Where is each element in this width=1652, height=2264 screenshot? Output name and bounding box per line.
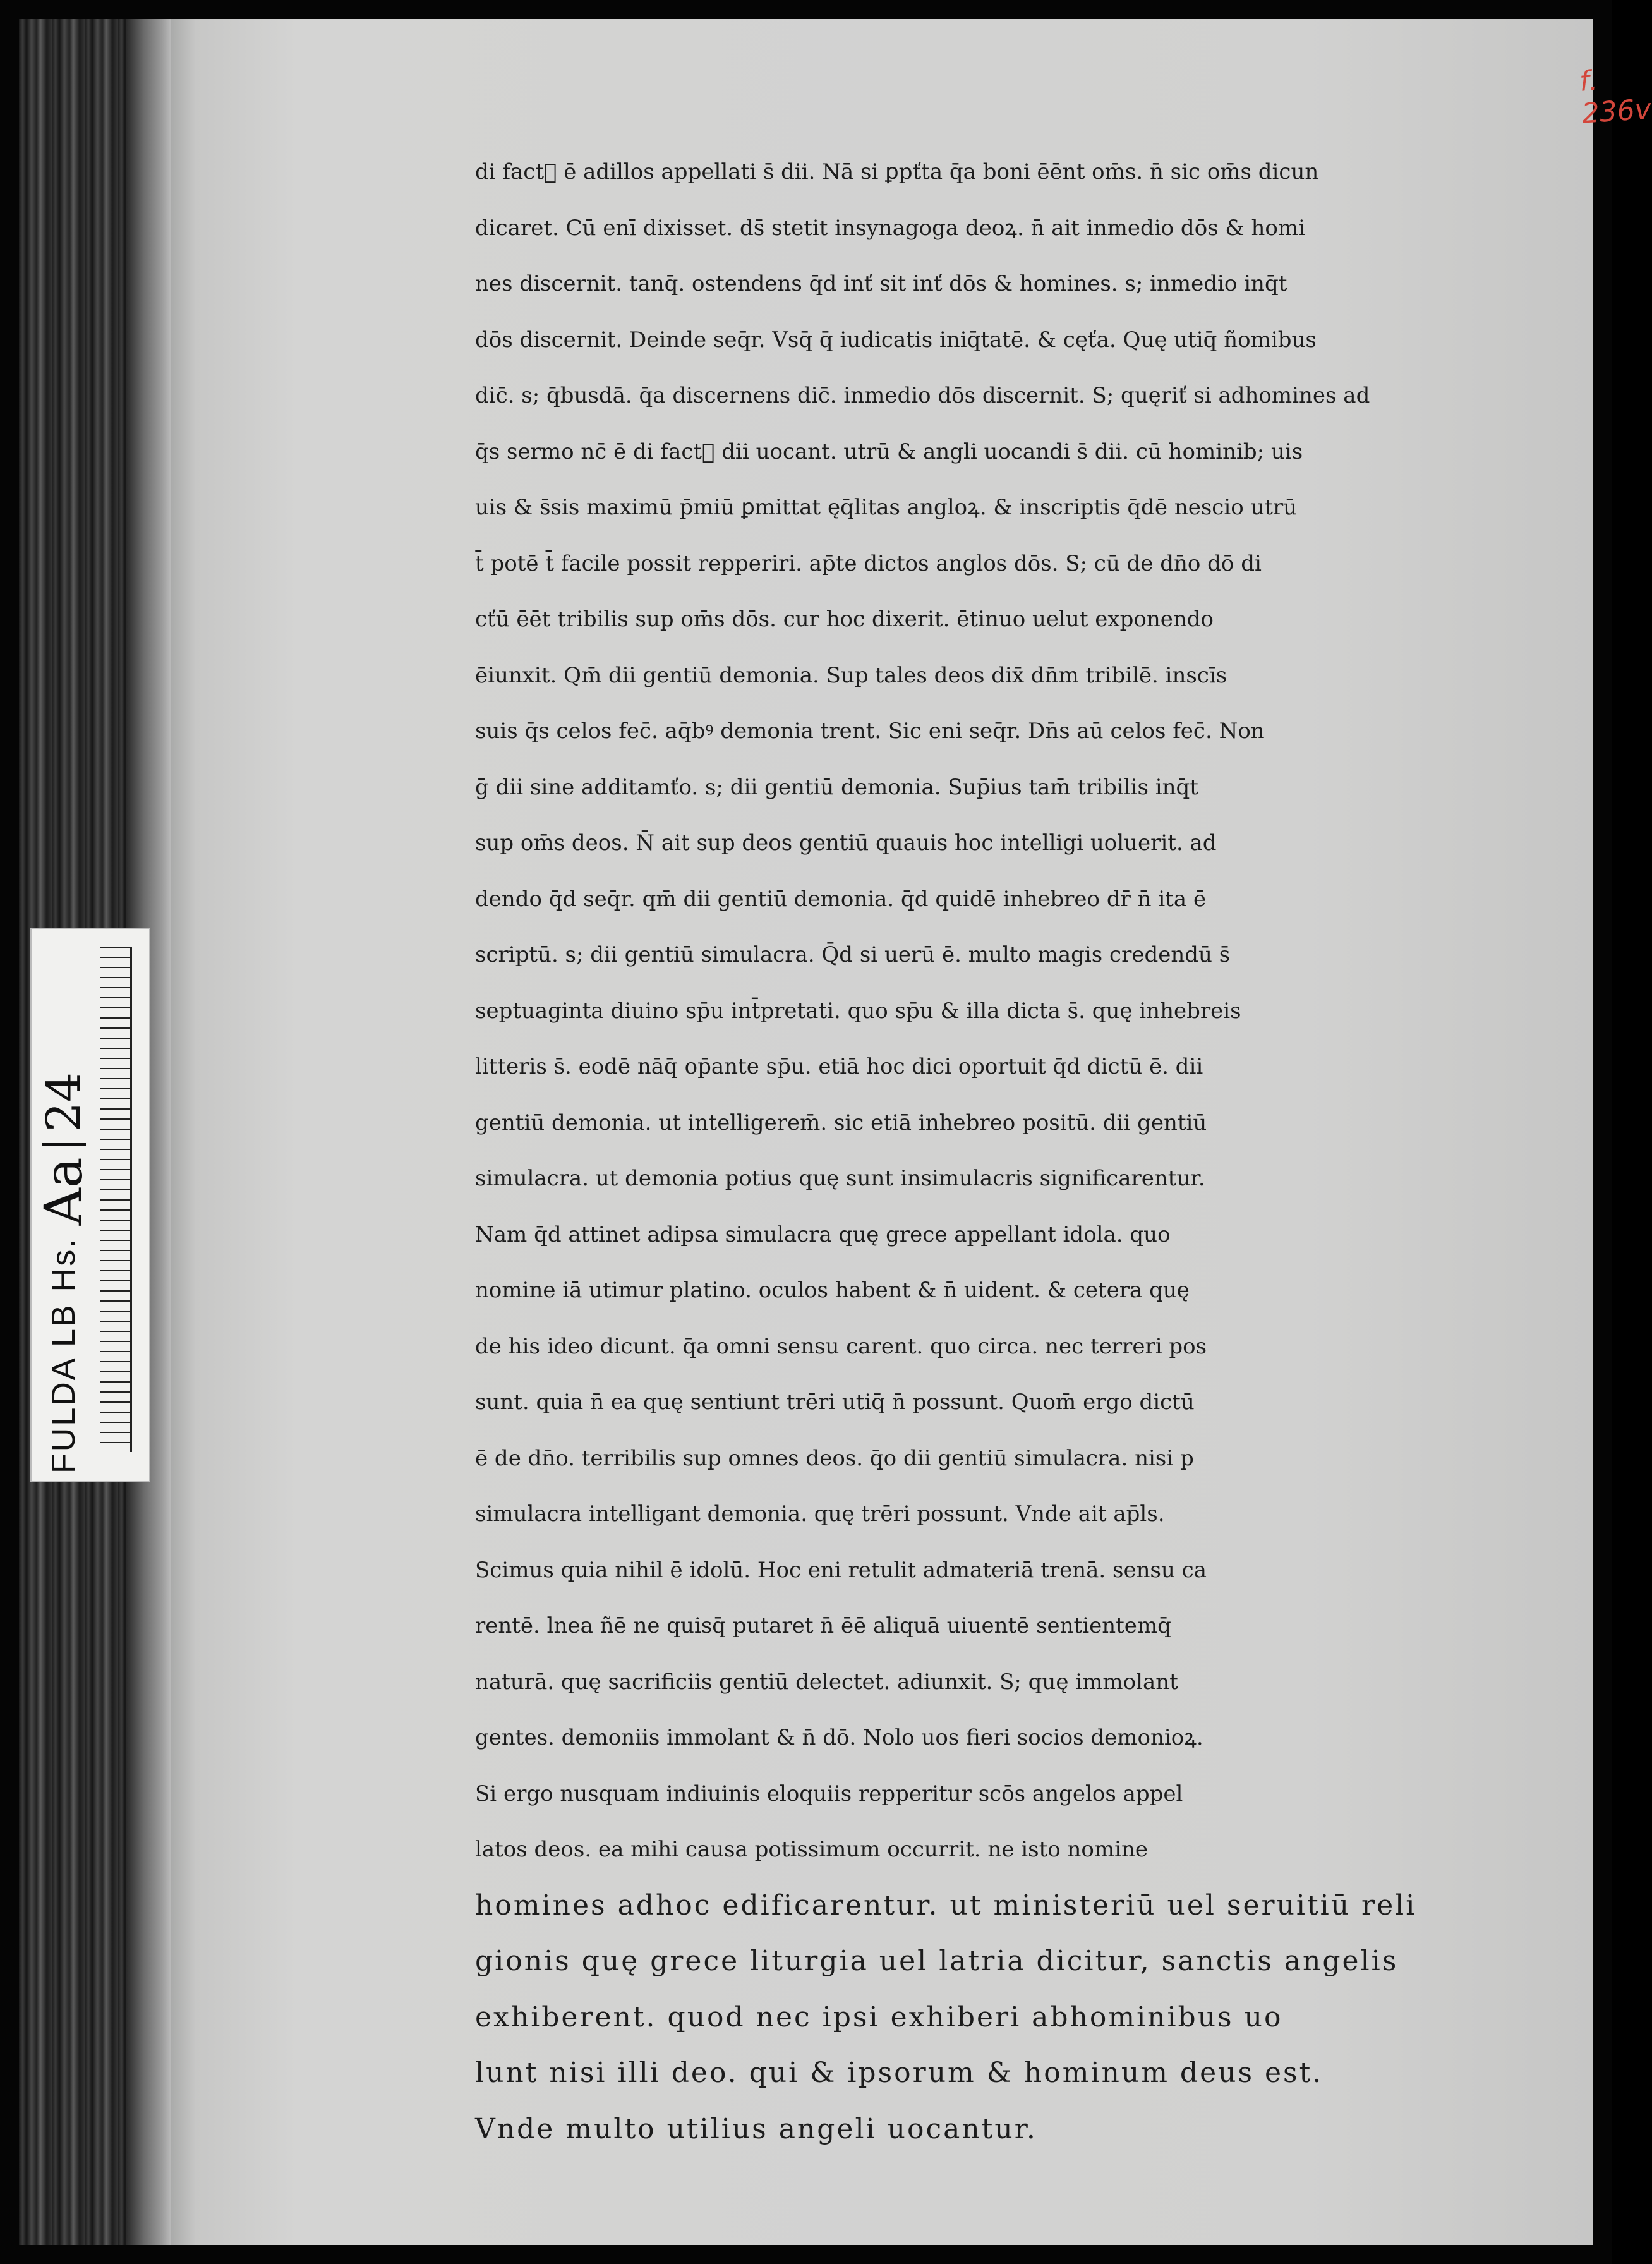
library-label-ruler bbox=[30, 928, 150, 1482]
text-line: gentiū demonia. ut intelligerem̄. sic etiā inhebreo positū. dii gentiū bbox=[475, 1110, 1207, 1135]
text-line: litteris s̄. eodē nāq̄ op̄ante sp̄u. etiā hoc dici oportuit q̄d dictū ē. dii bbox=[475, 1054, 1203, 1079]
text-line: homines adhoc edificarentur. ut ministeriū uel seruitiū reli bbox=[475, 1889, 1417, 1922]
text-line: gentes. demoniis immolant & n̄ dō. Nolo uos fieri socios demonioꝝ. bbox=[475, 1725, 1203, 1750]
shelfmark: Aa bbox=[33, 1157, 94, 1226]
text-line: Scimus quia nihil ē idolū. Hoc eni retulit admateriā trenā. sensu ca bbox=[475, 1557, 1207, 1583]
text-line: dic̄. s; q̄busdā. q̄a discernens dic̄. inmedio dōs discernit. S; quęriť si adhomines ad bbox=[475, 383, 1370, 408]
text-line: simulacra intelligant demonia. quę trēri possunt. Vnde ait ap̄ls. bbox=[475, 1501, 1165, 1527]
manuscript-text bbox=[475, 144, 1562, 2157]
text-line: nes discernit. tanq̄. ostendens q̄d inť sit inť dōs & homines. s; inmedio inq̄t bbox=[475, 271, 1287, 296]
text-line: gionis quę grece liturgia uel latria dicitur, sanctis angelis bbox=[475, 1945, 1399, 1977]
text-line: simulacra. ut demonia potius quę sunt insimulacris significarentur. bbox=[475, 1166, 1205, 1191]
text-line: ē de dn̄o. terribilis sup omnes deos. q̄o dii gentiū simulacra. nisi p bbox=[475, 1445, 1194, 1471]
text-line: rentē. lnea ñē ne quisq̄ putaret n̄ ēē aliquā uiuentē sentientemq̄ bbox=[475, 1613, 1171, 1638]
text-line: dōs discernit. Deinde seq̄r. Vsq̄ q̄ iudicatis iniq̄tatē. & cęťa. Quę utiq̄ ñomibus bbox=[475, 327, 1317, 353]
text-line: Si ergo nusquam indiuinis eloquiis repperitur scōs angelos appel bbox=[475, 1781, 1183, 1807]
text-line: de his ideo dicunt. q̄a omni sensu carent. quo circa. nec terreri pos bbox=[475, 1333, 1207, 1359]
text-line: sunt. quia n̄ ea quę sentiunt trēri utiq̄ n̄ possunt. Quom̄ ergo dictū bbox=[475, 1389, 1195, 1415]
text-line: dendo q̄d seq̄r. qm̄ dii gentiū demonia. q̄d quidē inhebreo dr̄ n̄ ita ē bbox=[475, 886, 1207, 912]
text-line: di fact᷒ ē adillos appellati s̄ dii. Nā si ꝑpťta q̄a boni ēēnt om̄s. n̄ sic om̄s dicun bbox=[475, 159, 1319, 185]
shelf-prefix: Hs. bbox=[45, 1237, 82, 1292]
text-line: ḡ dii sine additamťo. s; dii gentiū demonia. Sup̄ius tam̄ tribilis inq̄t bbox=[475, 774, 1198, 800]
text-line: exhiberent. quod nec ipsi exhiberi abhominibus uo bbox=[475, 2001, 1283, 2033]
text-line: scriptū. s; dii gentiū simulacra. Q̄d si uerū ē. multo magis credendū s̄ bbox=[475, 942, 1231, 967]
text-line: cťū ēēt tribilis sup om̄s dōs. cur hoc dixerit. ētinuo uelut exponendo bbox=[475, 607, 1214, 632]
ruler-scale bbox=[100, 947, 132, 1452]
text-line: Vnde multo utilius angeli uocantur. bbox=[475, 2112, 1037, 2145]
text-line: ēiunxit. Qm̄ dii gentiū demonia. Sup tales deos dix̄ dn̄m tribilē. inscīs bbox=[475, 662, 1227, 688]
text-line: latos deos. ea mihi causa potissimum occurrit. ne isto nomine bbox=[475, 1837, 1149, 1862]
text-line: q̄s sermo nc̄ ē di fact᷒ dii uocant. utrū & angli uocandi s̄ dii. cū hominib; uis bbox=[475, 439, 1303, 464]
text-line: suis q̄s celos fec̄. aq̄bꝰ demonia trent. Sic eni seq̄r. Dn̄s aū celos fec̄. Non bbox=[475, 718, 1265, 744]
library-name: FULDA LB bbox=[45, 1303, 82, 1474]
text-line: naturā. quę sacrificiis gentiū delectet. adiunxit. S; quę immolant bbox=[475, 1669, 1178, 1695]
text-line: sup om̄s deos. N̄ ait sup deos gentiū quauis hoc intelligi uoluerit. ad bbox=[475, 830, 1217, 856]
text-line: septuaginta diuino sp̄u int̄pretati. quo sp̄u & illa dicta s̄. quę inhebreis bbox=[475, 998, 1241, 1024]
label-text bbox=[33, 936, 94, 1474]
text-line: uis & s̄sis maximū p̄miū ꝑmittat ęq̄litas angloꝝ. & inscriptis q̄dē nescio utrū bbox=[475, 495, 1298, 520]
label-divider bbox=[42, 1143, 86, 1146]
text-line: Nam q̄d attinet adipsa simulacra quę grece appellant idola. quo bbox=[475, 1221, 1171, 1247]
text-line: nomine iā utimur platino. oculos habent & n̄ uident. & cetera quę bbox=[475, 1278, 1190, 1303]
text-line: lunt nisi illi deo. qui & ipsorum & hominum deus est. bbox=[475, 2057, 1323, 2089]
manuscript-number: 24 bbox=[37, 1072, 91, 1132]
folio-number: f. 236v bbox=[1578, 64, 1652, 130]
text-line: dicaret. Cū enī dixisset. ds̄ stetit insynagoga deoꝝ. n̄ ait inmedio dōs & homi bbox=[475, 215, 1305, 241]
text-line: t̄ potē t̄ facile possit repperiri. ap̄te dictos anglos dōs. S; cū de dn̄o dō di bbox=[475, 550, 1262, 576]
